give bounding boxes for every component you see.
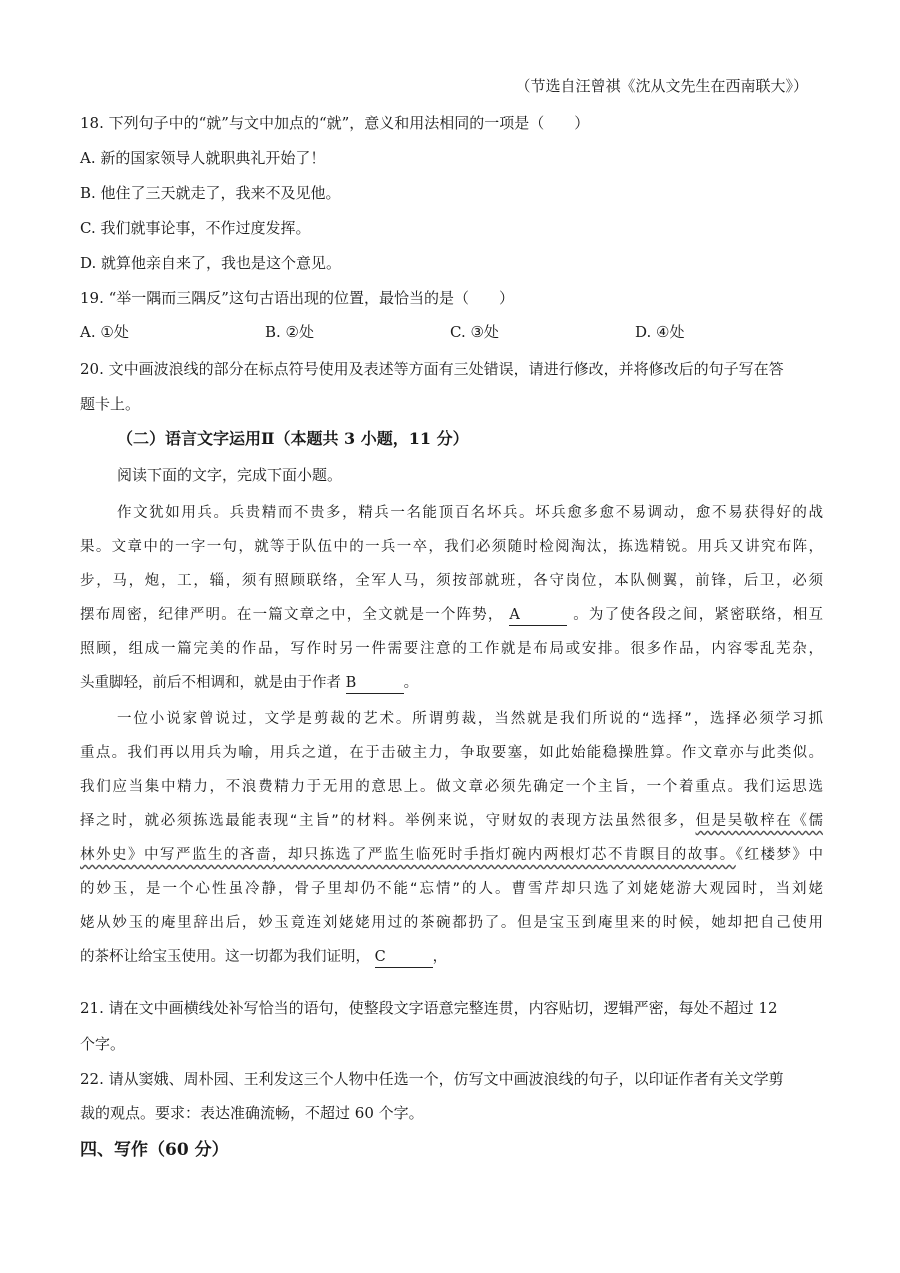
wavy-underlined-sentence-end: 林外史》中写严监生的吝啬，却只拣选了严监生临死时手指灯碗内两根灯芯不肯瞑目的故事。	[80, 847, 736, 863]
section-4-title: 四、写作（60 分）	[80, 1140, 229, 1160]
question-18-stem: 18. 下列句子中的“就”与文中加点的“就”，意义和用法相同的一项是（ ）	[80, 114, 590, 132]
passage-1-line-4	[80, 598, 823, 632]
section-2-intro: 阅读下面的文字，完成下面小题。	[117, 466, 343, 484]
question-18-option-c: C. 我们就事论事，不作过度发挥。	[80, 219, 311, 237]
question-22-line-2: 裁的观点。要求：表达准确流畅，不超过 60 个字。	[80, 1104, 424, 1122]
passage-2-line-3: 我们应当集中精力，不浪费精力于无用的意思上。做文章必须先确定一个主旨，一个着重点。我们运思选	[80, 779, 823, 795]
passage-2-line-5-tail: 《红楼梦》中	[735, 847, 823, 863]
question-22-line-1: 22. 请从窦娥、周朴园、王利发这三个人物中任选一个，仿写文中画波浪线的句子，以印证作者有关文学剪	[80, 1070, 784, 1088]
question-20-line-1: 20. 文中画波浪线的部分在标点符号使用及表述等方面有三处错误，请进行修改，并将修改后的句子写在答	[80, 360, 784, 378]
passage-2-line-1: 一位小说家曾说过，文学是剪裁的艺术。所谓剪裁，当然就是我们所说的“选择”，选择必须学习抓	[117, 711, 823, 727]
question-19-stem: 19. “举一隅而三隅反”这句古语出现的位置，最恰当的是（ ）	[80, 289, 514, 307]
blank-a: A	[509, 605, 567, 626]
question-19-option-d: D. ④处	[635, 323, 685, 341]
passage-1-line-4-text: 摆布周密，纪律严明。在一篇文章之中，全文就是一个阵势，	[80, 607, 504, 623]
passage-1-line-6-text: 头重脚轻，前后不相调和，就是由于作者	[80, 675, 341, 691]
question-21-line-1: 21. 请在文中画横线处补写恰当的语句，使整段文字语意完整连贯，内容贴切，逻辑严密，每处不超过 12	[80, 999, 778, 1017]
question-18-option-d: D. 就算他亲自来了，我也是这个意见。	[80, 254, 342, 272]
question-18-option-a: A. 新的国家领导人就职典礼开始了！	[80, 149, 326, 167]
section-2-title: （二）语言文字运用Ⅱ（本题共 3 小题，11 分）	[117, 429, 469, 448]
question-21-line-2: 个字。	[80, 1035, 126, 1053]
passage-2-line-4-text: 择之时，就必须拣选最能表现“主旨”的材料。举例来说，守财奴的表现方法虽然很多，	[80, 813, 696, 829]
passage-1-line-4-tail: 。为了使各段之间，紧密联络，相互	[573, 607, 823, 623]
source-note: （节选自汪曾祺《沈从文先生在西南联大》）	[515, 77, 808, 95]
wavy-underlined-sentence-start: 但是吴敬梓在《儒	[695, 813, 823, 829]
passage-1-line-5: 照顾，组成一篇完美的作品，写作时另一件需要注意的工作就是布局或安排。很多作品，内容零乱芜杂，	[80, 641, 823, 657]
question-20-line-2: 题卡上。	[80, 395, 141, 413]
passage-1-line-6-tail: 。	[403, 675, 419, 691]
passage-2-line-8-tail: ，	[432, 949, 448, 965]
passage-2-line-5	[80, 838, 823, 872]
passage-paragraph-1	[80, 496, 823, 700]
passage-1-line-3: 步，马，炮，工，辎，须有照顾联络，全军人马，须按部就班，各守岗位，本队侧翼，前锋，后卫，必须	[80, 573, 823, 589]
passage-2-line-6: 的妙玉，是一个心性虽冷静，骨子里却仍不能“忘情”的人。曹雪芹却只选了刘姥姥游大观园时，当刘姥	[80, 881, 823, 897]
question-18-option-b: B. 他住了三天就走了，我来不及见他。	[80, 184, 341, 202]
blank-c: C	[375, 947, 433, 968]
question-19-option-b: B. ②处	[265, 323, 315, 341]
passage-2-line-2: 重点。我们再以用兵为喻，用兵之道，在于击破主力，争取要塞，如此始能稳操胜算。作文章亦与此类似。	[80, 745, 823, 761]
passage-paragraph-2	[80, 702, 823, 974]
passage-2-line-7: 姥从妙玉的庵里辞出后，妙玉竟连刘姥姥用过的茶碗都扔了。但是宝玉到庵里来的时候，她却把自己使用	[80, 915, 823, 931]
question-19-option-c: C. ③处	[450, 323, 499, 341]
passage-2-line-4	[80, 804, 823, 838]
passage-2-line-8	[80, 940, 823, 974]
blank-b: B	[346, 673, 404, 694]
question-19-option-a: A. ①处	[80, 323, 129, 341]
question-19-options	[80, 320, 820, 344]
passage-1-line-2: 果。文章中的一字一句，就等于队伍中的一兵一卒，我们必须随时检阅淘汰，拣选精锐。用兵又讲究布阵，	[80, 539, 823, 555]
passage-1-line-6	[80, 666, 823, 700]
passage-2-line-8-text: 的茶杯让给宝玉使用。这一切都为我们证明，	[80, 949, 370, 965]
passage-1-line-1: 作文犹如用兵。兵贵精而不贵多，精兵一名能顶百名坏兵。坏兵愈多愈不易调动，愈不易获得好的战	[117, 505, 823, 521]
